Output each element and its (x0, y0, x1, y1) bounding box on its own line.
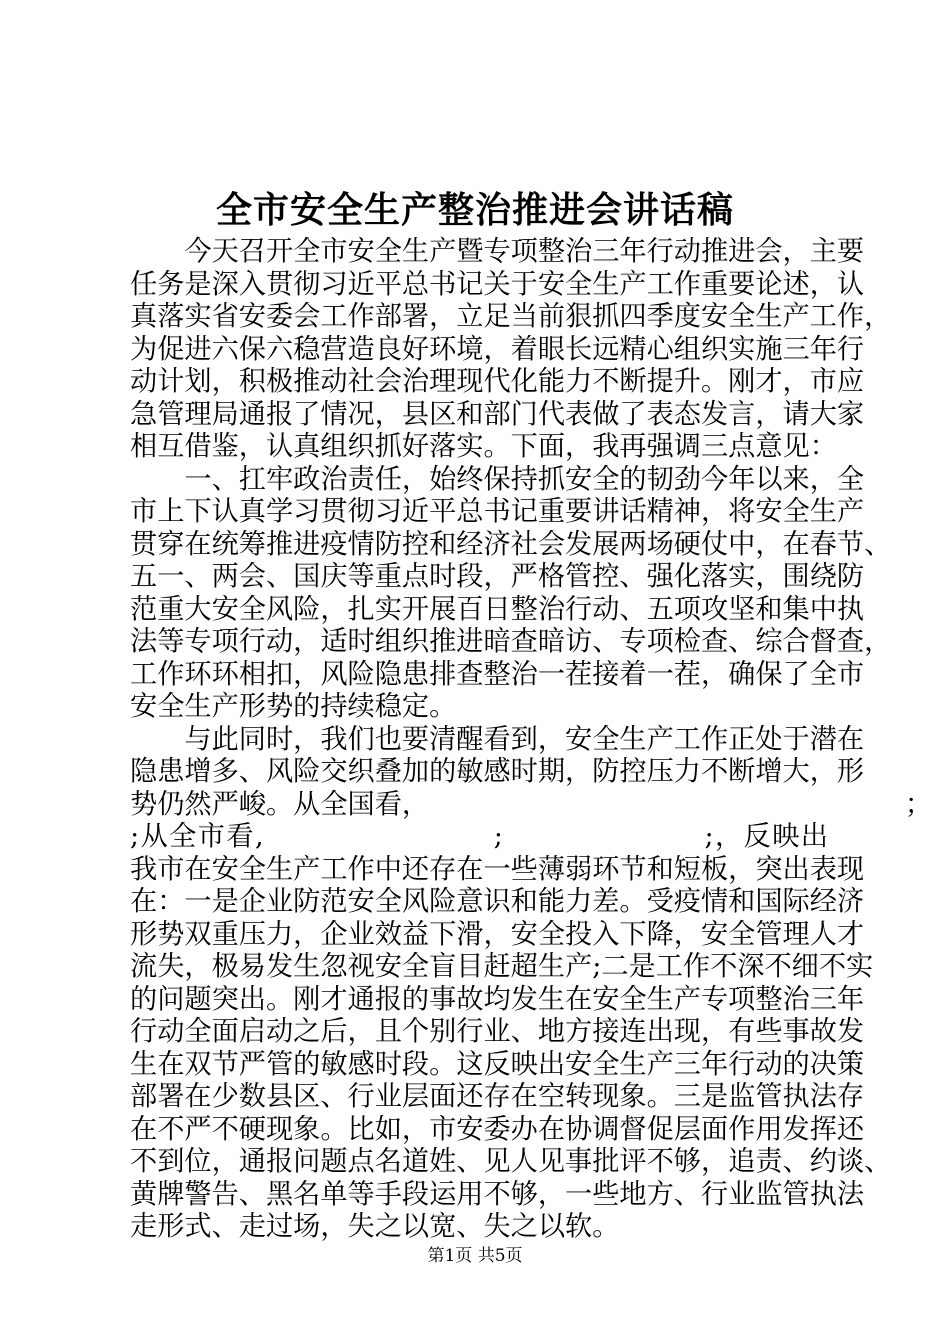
body-line: 今天召开全市安全生产暨专项整治三年行动推进会，主要 (130, 236, 865, 267)
body-line: 不到位，通报问题点名道姓、见人见事批评不够，追责、约谈、 (130, 1146, 892, 1177)
body-line: 走形式、走过场，失之以宽、失之以软。 (130, 1211, 620, 1242)
document-body (130, 236, 933, 1244)
body-line: 范重大安全风险，扎实开展百日整治行动、五项攻坚和集中执 (130, 593, 865, 625)
body-line: ;从全市看, ; ;，反映出 (130, 821, 828, 852)
body-line: 在：一是企业防范安全风险意识和能力差。受疫情和国际经济 (130, 886, 865, 917)
body-line: 急管理局通报了情况，县区和部门代表做了表态发言，请大家 (130, 398, 865, 430)
body-line: 安全生产形势的持续稳定。 (130, 691, 457, 722)
body-line: 势仍然严峻。从全国看， ； (130, 788, 933, 820)
body-line: 相互借鉴，认真组织抓好落实。下面，我再强调三点意见： (130, 431, 837, 462)
body-line: 法等专项行动，适时组织推进暗查暗访、专项检查、综合督查， (130, 626, 892, 657)
body-line: 形势双重压力，企业效益下滑，安全投入下降，安全管理人才 (130, 918, 865, 950)
body-line: 工作环环相扣，风险隐患排查整治一茬接着一茬，确保了全市 (130, 658, 865, 690)
body-line: 隐患增多、风险交织叠加的敏感时期，防控压力不断增大，形 (130, 756, 865, 787)
body-line: 部署在少数县区、行业层面还存在空转现象。三是监管执法存 (130, 1081, 865, 1112)
body-line: 与此同时，我们也要清醒看到，安全生产工作正处于潜在 (130, 723, 865, 755)
body-line: 五一、两会、国庆等重点时段，严格管控、强化落实，围绕防 (130, 561, 865, 592)
body-line: 一、扛牢政治责任，始终保持抓安全的韧劲今年以来，全 (130, 463, 865, 495)
body-line: 生在双节严管的敏感时段。这反映出安全生产三年行动的决策 (130, 1048, 865, 1080)
body-line: 贯穿在统筹推进疫情防控和经济社会发展两场硬仗中，在春节、 (130, 528, 892, 560)
body-line: 市上下认真学习贯彻习近平总书记重要讲话精神，将安全生产 (130, 496, 865, 527)
body-line: 流失，极易发生忽视安全盲目赶超生产;二是工作不深不细不实 (130, 951, 874, 982)
body-line: 在不严不硬现象。比如，市安委办在协调督促层面作用发挥还 (130, 1113, 865, 1145)
body-line: 任务是深入贯彻习近平总书记关于安全生产工作重要论述，认 (130, 268, 865, 300)
body-line: 的问题突出。刚才通报的事故均发生在安全生产专项整治三年 (130, 983, 865, 1015)
body-line: 黄牌警告、黑名单等手段运用不够，一些地方、行业监管执法 (130, 1178, 865, 1210)
body-line: 动计划，积极推动社会治理现代化能力不断提升。刚才，市应 (130, 366, 865, 397)
body-line: 我市在安全生产工作中还存在一些薄弱环节和短板，突出表现 (130, 853, 865, 885)
body-line: 行动全面启动之后，且个别行业、地方接连出现，有些事故发 (130, 1016, 865, 1047)
body-line: 为促进六保六稳营造良好环境，着眼长远精心组织实施三年行 (130, 333, 865, 365)
body-line: 真落实省安委会工作部署，立足当前狠抓四季度安全生产工作， (130, 301, 892, 332)
page-title: 全市安全生产整治推进会讲话稿 (215, 189, 734, 231)
page-footer: 第1页 共5页 (427, 1246, 523, 1266)
